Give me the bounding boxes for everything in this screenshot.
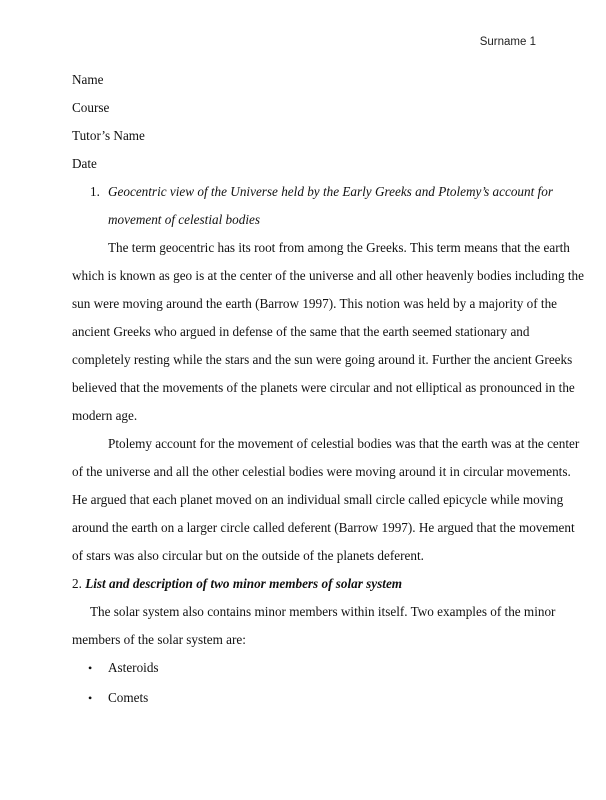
section2-heading-text: List and description of two minor members of solar system bbox=[85, 576, 403, 591]
section1-heading bbox=[90, 184, 553, 200]
bullet-icon: • bbox=[88, 661, 93, 675]
student-name: Name bbox=[72, 72, 104, 87]
list-item-text: Asteroids bbox=[108, 660, 159, 675]
paragraph1-line: The term geocentric has its root from among the Greeks. This term means that the earth bbox=[108, 240, 570, 255]
section1-number: 1. bbox=[90, 184, 100, 199]
paragraph2-line: Ptolemy account for the movement of celestial bodies was that the earth was at the center bbox=[108, 436, 580, 451]
paragraph1-line: which is known as geo is at the center of the universe and all other heavenly bodies including the bbox=[72, 268, 584, 283]
paragraph2-line: around the earth on a larger circle called deferent (Barrow 1997). He argued that the movement bbox=[72, 520, 575, 535]
section1-heading-line2: movement of celestial bodies bbox=[108, 212, 260, 227]
running-head: Surname 1 bbox=[479, 36, 536, 48]
list-item-text: Comets bbox=[108, 690, 149, 705]
section2-paragraph-line: members of the solar system are: bbox=[72, 632, 246, 647]
paragraph1-line: sun were moving around the earth (Barrow 1997). This notion was held by a majority of the bbox=[72, 296, 558, 311]
section1-heading-line1: Geocentric view of the Universe held by the Early Greeks and Ptolemy’s account for bbox=[108, 184, 553, 199]
paragraph1-line: completely resting while the stars and the sun were going around it. Further the ancient Greeks bbox=[72, 352, 573, 367]
section2-paragraph-line: The solar system also contains minor members within itself. Two examples of the minor bbox=[90, 604, 556, 619]
section2-number: 2. bbox=[72, 576, 82, 591]
paragraph1-line: believed that the movements of the planets were circular and not elliptical as pronounced in the bbox=[72, 380, 575, 395]
list-item bbox=[88, 690, 148, 706]
paragraph2-line: of the universe and all the other celestial bodies were moving around it in circular movements. bbox=[72, 464, 571, 479]
paragraph2-line: He argued that each planet moved on an individual small circle called epicycle while moving bbox=[72, 492, 564, 507]
paragraph1-line: ancient Greeks who argued in defense of the same that the earth seemed stationary and bbox=[72, 324, 530, 339]
paragraph2-line: of stars was also circular but on the outside of the planets deferent. bbox=[72, 548, 424, 563]
bullet-icon: • bbox=[88, 691, 93, 705]
tutor-name: Tutor’s Name bbox=[72, 128, 145, 143]
date: Date bbox=[72, 156, 97, 171]
course-name: Course bbox=[72, 100, 110, 115]
list-item bbox=[88, 660, 159, 676]
paragraph1-line: modern age. bbox=[72, 408, 138, 423]
section2-heading bbox=[72, 576, 402, 592]
